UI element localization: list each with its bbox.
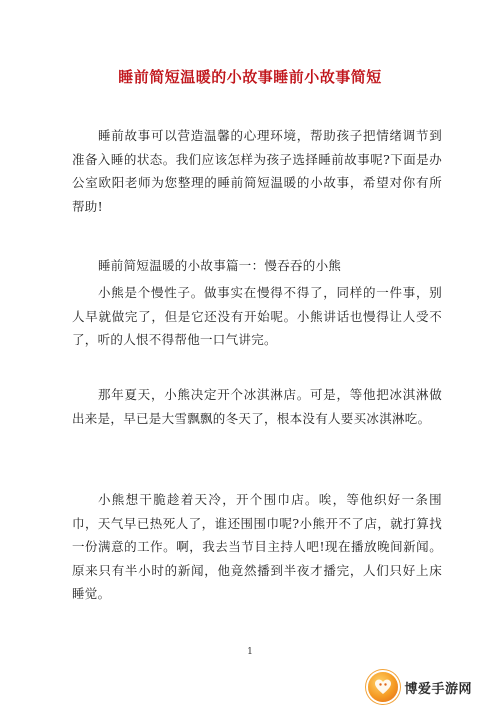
watermark-text: 博爱手游网	[404, 681, 472, 697]
body-paragraph: 小熊想干脆趁着天冷，开个围巾店。唉，等他织好一条围巾，天气早已热死人了，谁还围围巾呢?小熊开不了店，就打算找一份满意的工作。啊，我去当节目主持人吧!现在播放晚间新闻。原来只有半小时的新闻，他竟然播到半夜才播完，人们只好上床睡觉。	[72, 492, 442, 601]
watermark	[368, 672, 472, 702]
page-title: 睡前简短温暖的小故事睡前小故事简短	[118, 68, 382, 86]
body-paragraph: 那年夏天，小熊决定开个冰淇淋店。可是，等他把冰淇淋做出来是，早已是大雪飘飘的冬天了，根本没有人要买冰淇淋吃。	[72, 387, 442, 426]
body-paragraph: 小熊是个慢性子。做事实在慢得不得了，同样的一件事，别人早就做完了，但是它还没有开始呢。小熊讲话也慢得让人受不了，听的人恨不得帮他一口气讲完。	[72, 285, 442, 347]
story-heading: 睡前简短温暖的小故事篇一：慢吞吞的小熊	[98, 258, 342, 273]
page-number: 1	[247, 647, 253, 657]
game-logo-icon	[368, 672, 398, 702]
intro-paragraph: 睡前故事可以营造温馨的心理环境，帮助孩子把情绪调节到准备入睡的状态。我们应该怎样为孩子选择睡前故事呢?下面是办公室欧阳老师为您整理的睡前简短温暖的小故事，希望对你有所帮助!	[72, 128, 442, 214]
